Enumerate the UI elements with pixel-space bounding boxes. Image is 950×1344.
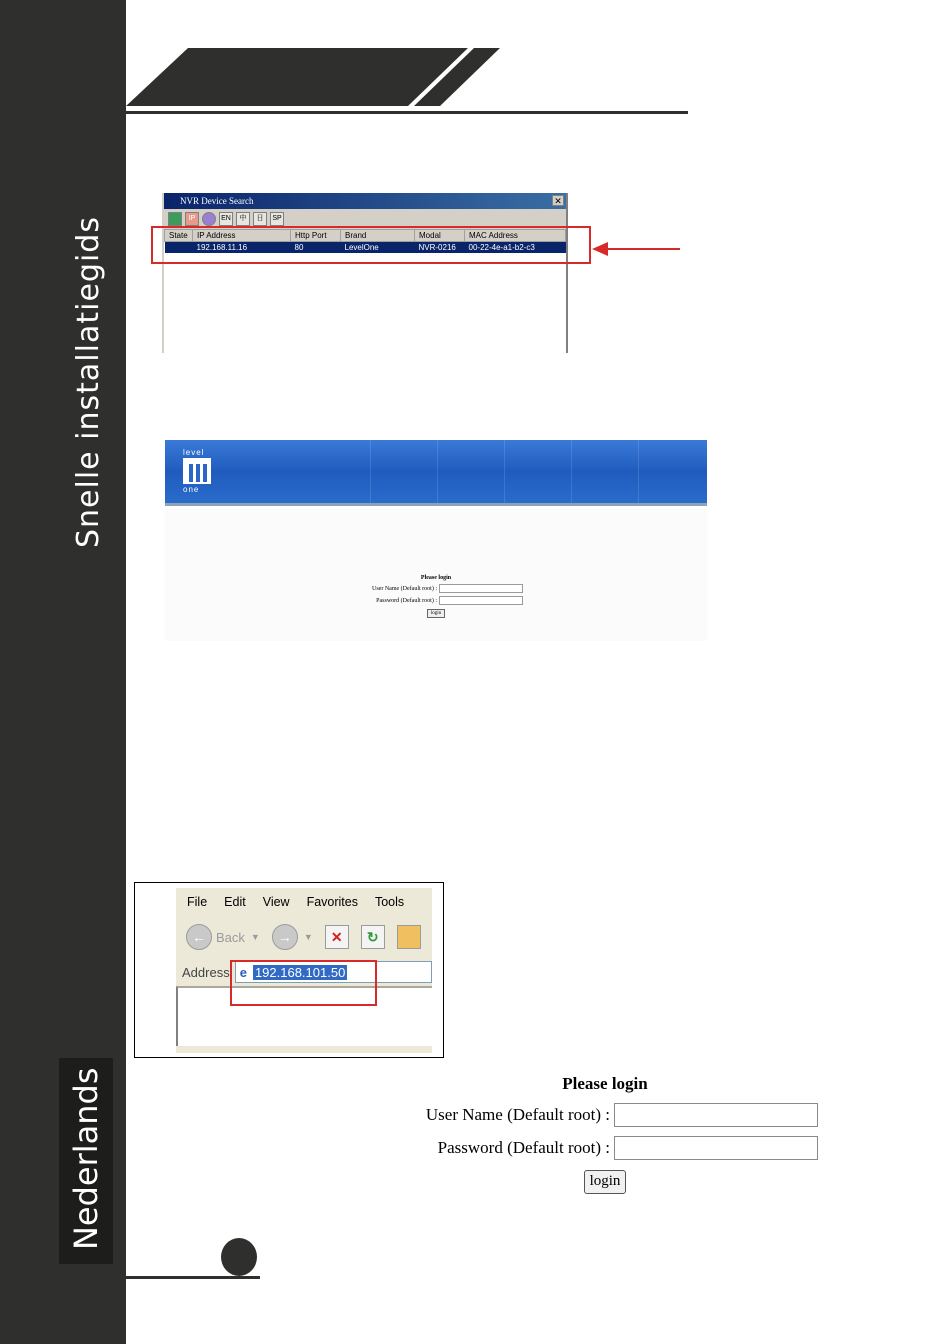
- sidebar-title: Snelle installatiegids: [71, 216, 106, 548]
- lang-zh-button[interactable]: 中: [236, 212, 250, 226]
- cell-ip-address: 192.168.11.16: [193, 242, 291, 253]
- column-modal[interactable]: Modal: [415, 230, 465, 242]
- lang-jp-button[interactable]: 日: [253, 212, 267, 226]
- nvr-window-titlebar: [164, 193, 566, 209]
- language-label: Nederlands: [67, 1067, 105, 1250]
- username-label: User Name (Default root) :: [425, 1105, 610, 1124]
- password-row: [420, 1136, 818, 1160]
- password-label: Password (Default root) :: [437, 1138, 610, 1157]
- cell-brand: LevelOne: [341, 242, 415, 253]
- column-mac-address[interactable]: MAC Address: [465, 230, 566, 242]
- lang-sp-button[interactable]: SP: [270, 212, 284, 226]
- lang-en-button[interactable]: EN: [219, 212, 233, 226]
- info-icon[interactable]: [202, 212, 216, 226]
- search-icon[interactable]: [168, 212, 182, 226]
- login-form: [420, 1074, 820, 1194]
- small-username-row: [350, 584, 523, 593]
- column-ip-address[interactable]: IP Address: [193, 230, 291, 242]
- footer-line: [126, 1276, 260, 1279]
- username-input[interactable]: [614, 1103, 818, 1127]
- login-button[interactable]: login: [584, 1170, 626, 1194]
- menu-file[interactable]: File: [187, 895, 208, 909]
- cell-http-port: 80: [291, 242, 341, 253]
- sidebar-title-wrap: [66, 218, 126, 548]
- small-username-label: User Name (Default root) :: [372, 585, 437, 592]
- username-row: [420, 1103, 818, 1127]
- back-arrow-icon[interactable]: ←: [186, 924, 212, 950]
- refresh-icon[interactable]: ↻: [361, 925, 385, 949]
- small-login-heading: Please login: [420, 575, 452, 581]
- menu-favorites[interactable]: Favorites: [306, 895, 358, 909]
- cell-modal: NVR-0216: [415, 242, 465, 253]
- levelone-banner: [165, 440, 707, 506]
- cell-mac-address: 00-22-4e-a1-b2-c3: [465, 242, 566, 253]
- ie-page-icon: e: [239, 964, 247, 980]
- page-number-dot: [221, 1238, 257, 1276]
- menu-edit[interactable]: Edit: [224, 895, 246, 909]
- column-brand[interactable]: Brand: [341, 230, 415, 242]
- levelone-logo: level one: [183, 448, 223, 498]
- sidebar: [0, 0, 126, 1344]
- chevron-down-icon[interactable]: ▼: [303, 932, 313, 942]
- arrow-left-icon: [592, 239, 682, 259]
- ip-button[interactable]: IP: [185, 212, 199, 226]
- menu-tools[interactable]: Tools: [374, 895, 405, 909]
- column-state[interactable]: State: [165, 230, 193, 242]
- stop-icon[interactable]: ✕: [325, 925, 349, 949]
- close-icon[interactable]: ✕: [552, 195, 564, 206]
- home-icon[interactable]: [397, 925, 421, 949]
- browser-toolbar: [176, 916, 432, 958]
- menu-view[interactable]: View: [262, 895, 290, 909]
- small-password-label: Password (Default root) :: [376, 597, 437, 604]
- chevron-down-icon[interactable]: ▼: [250, 932, 260, 942]
- address-value[interactable]: 192.168.101.50: [254, 964, 346, 980]
- header-decoration: [126, 46, 690, 118]
- small-login-button[interactable]: login: [427, 609, 445, 618]
- password-input[interactable]: [614, 1136, 818, 1160]
- nvr-device-search-window: [162, 193, 568, 353]
- browser-menu-bar: [176, 888, 432, 916]
- column-http-port[interactable]: Http Port: [291, 230, 341, 242]
- back-label[interactable]: Back: [216, 929, 245, 945]
- small-username-input[interactable]: [439, 584, 523, 593]
- small-password-row: [350, 596, 523, 605]
- login-heading: Please login: [562, 1074, 648, 1093]
- address-highlight: [230, 960, 377, 1006]
- small-login-form: [350, 575, 550, 618]
- language-tab: [59, 1058, 113, 1264]
- device-row-highlight: [151, 226, 591, 264]
- address-label: Address: [182, 964, 230, 980]
- nvr-window-title: NVR Device Search: [180, 196, 254, 206]
- forward-arrow-icon[interactable]: →: [272, 924, 298, 950]
- small-password-input[interactable]: [439, 596, 523, 605]
